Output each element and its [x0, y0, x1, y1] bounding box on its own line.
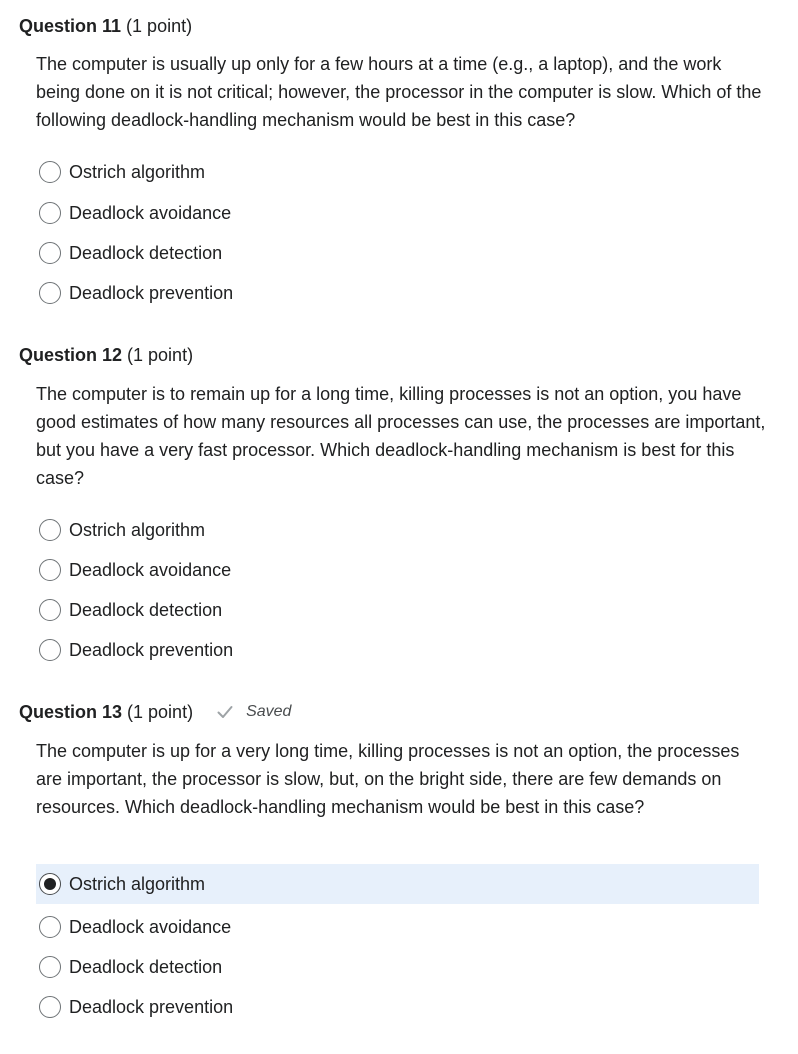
radio-button[interactable] — [39, 639, 61, 661]
option-deadlock-detection[interactable] — [36, 233, 759, 273]
question-header — [19, 343, 193, 367]
radio-button[interactable] — [39, 559, 61, 581]
option-label: Deadlock prevention — [69, 996, 234, 1017]
radio-button[interactable] — [39, 599, 61, 621]
option-deadlock-prevention[interactable] — [36, 273, 759, 313]
question-title: Question 12 — [19, 344, 123, 365]
radio-button[interactable] — [39, 996, 61, 1018]
radio-button[interactable] — [39, 519, 61, 541]
option-deadlock-avoidance[interactable] — [36, 193, 759, 233]
checkmark-icon — [217, 705, 233, 719]
radio-button[interactable] — [39, 956, 61, 978]
option-label: Ostrich algorithm — [69, 873, 206, 894]
radio-button[interactable] — [39, 161, 61, 183]
question-points: (1 point) — [127, 701, 194, 722]
radio-dot — [44, 878, 56, 890]
option-label: Deadlock avoidance — [69, 916, 232, 937]
saved-status — [217, 703, 291, 721]
option-label: Deadlock prevention — [69, 282, 234, 303]
saved-label: Saved — [246, 703, 292, 720]
option-deadlock-avoidance[interactable] — [36, 550, 759, 590]
question-points: (1 point) — [126, 15, 193, 36]
option-deadlock-prevention[interactable] — [36, 630, 759, 670]
option-ostrich-algorithm[interactable] — [36, 864, 759, 904]
radio-button[interactable] — [39, 916, 61, 938]
question-title: Question 11 — [19, 15, 122, 36]
option-label: Deadlock avoidance — [69, 559, 232, 580]
option-label: Deadlock prevention — [69, 639, 234, 660]
question-header — [19, 14, 192, 38]
option-deadlock-detection[interactable] — [36, 590, 759, 630]
option-ostrich-algorithm[interactable] — [36, 510, 759, 550]
question-title: Question 13 — [19, 701, 123, 722]
question-text: The computer is usually up only for a few hours at a time (e.g., a laptop), and the work being done on it is not critical; however, the processor in the computer is slow. Which of the following deadlock-handling mechanism would be best in this case? — [36, 54, 762, 130]
question-header — [19, 700, 291, 724]
option-deadlock-prevention[interactable] — [36, 987, 759, 1027]
option-label: Deadlock detection — [69, 599, 223, 620]
option-label: Deadlock detection — [69, 956, 223, 977]
radio-button[interactable] — [39, 282, 61, 304]
radio-button[interactable] — [39, 242, 61, 264]
option-label: Ostrich algorithm — [69, 519, 206, 540]
option-deadlock-avoidance[interactable] — [36, 907, 759, 947]
radio-button-selected[interactable] — [39, 873, 61, 895]
radio-button[interactable] — [39, 202, 61, 224]
option-label: Deadlock avoidance — [69, 202, 232, 223]
question-text: The computer is to remain up for a long time, killing processes is not an option, you have good estimates of how many resources all processes can use, the processes are important, but you have a very fast processor. Which deadlock-handling mechanism is best for this case? — [36, 384, 766, 488]
option-ostrich-algorithm[interactable] — [36, 152, 759, 192]
question-points: (1 point) — [127, 344, 194, 365]
option-label: Ostrich algorithm — [69, 161, 206, 182]
option-deadlock-detection[interactable] — [36, 947, 759, 987]
question-text: The computer is up for a very long time, killing processes is not an option, the processes are important, the processor is slow, but, on the bright side, there are few demands on resources. Which deadlock-handling mechanism would be best in this case? — [36, 741, 740, 817]
option-label: Deadlock detection — [69, 242, 223, 263]
